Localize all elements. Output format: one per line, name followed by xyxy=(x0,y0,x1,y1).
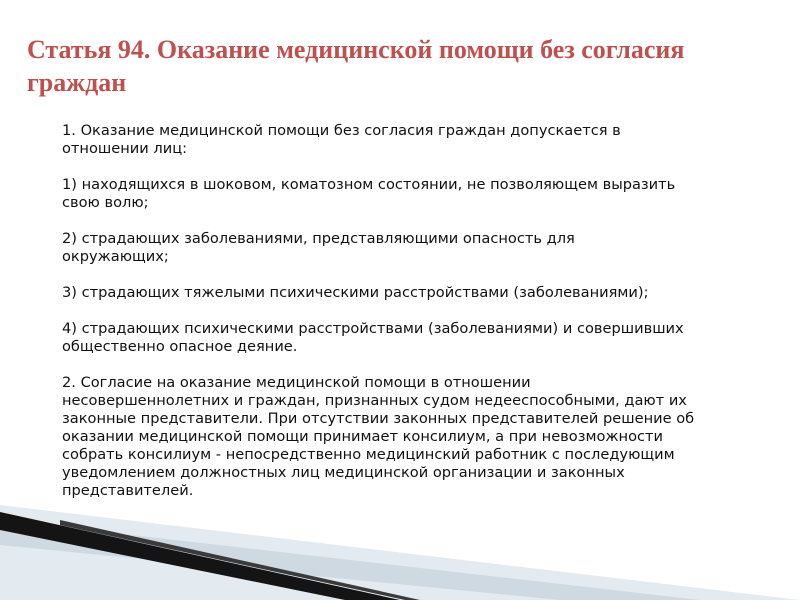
text-line: представителей. xyxy=(62,482,194,499)
text-line: уведомлением должностных лиц медицинской организации и законных xyxy=(62,464,625,481)
paragraph-item-1 xyxy=(62,176,782,212)
paragraph-2 xyxy=(62,374,782,500)
text-line: законные представители. При отсутствии законных представителей решение об xyxy=(62,410,695,427)
text-line: несовершеннолетних и граждан, признанных судом недееспособными, дают их xyxy=(62,392,687,409)
text-line: 2) страдающих заболеваниями, представляющими опасность для xyxy=(62,230,575,247)
text-line: 1) находящихся в шоковом, коматозном состоянии, не позволяющем выразить xyxy=(62,176,676,193)
text-line: окружающих; xyxy=(62,248,169,265)
slide-title xyxy=(27,33,767,99)
text-line: оказании медицинской помощи принимает консилиум, а при невозможности xyxy=(62,428,664,445)
text-line: общественно опасное деяние. xyxy=(62,338,298,355)
paragraph-item-4 xyxy=(62,320,782,356)
text-line: 4) страдающих психическими расстройствами (заболеваниями) и совершивших xyxy=(62,320,684,337)
paragraph-item-2 xyxy=(62,230,782,266)
title-line-2: граждан xyxy=(27,68,127,97)
text-line: отношении лиц: xyxy=(62,140,188,157)
text-line: 2. Согласие на оказание медицинской помощи в отношении xyxy=(62,374,531,391)
text-line: собрать консилиум - непосредственно медицинский работник с последующим xyxy=(62,446,675,463)
paragraph-item-3 xyxy=(62,284,782,302)
text-line: 1. Оказание медицинской помощи без согласия граждан допускается в xyxy=(62,122,621,139)
text-line: свою волю; xyxy=(62,194,149,211)
slide-body xyxy=(62,122,782,518)
text-line: 3) страдающих тяжелыми психическими расстройствами (заболеваниями); xyxy=(62,284,649,301)
paragraph-1 xyxy=(62,122,782,158)
title-line-1: Статья 94. Оказание медицинской помощи без согласия xyxy=(27,35,685,64)
